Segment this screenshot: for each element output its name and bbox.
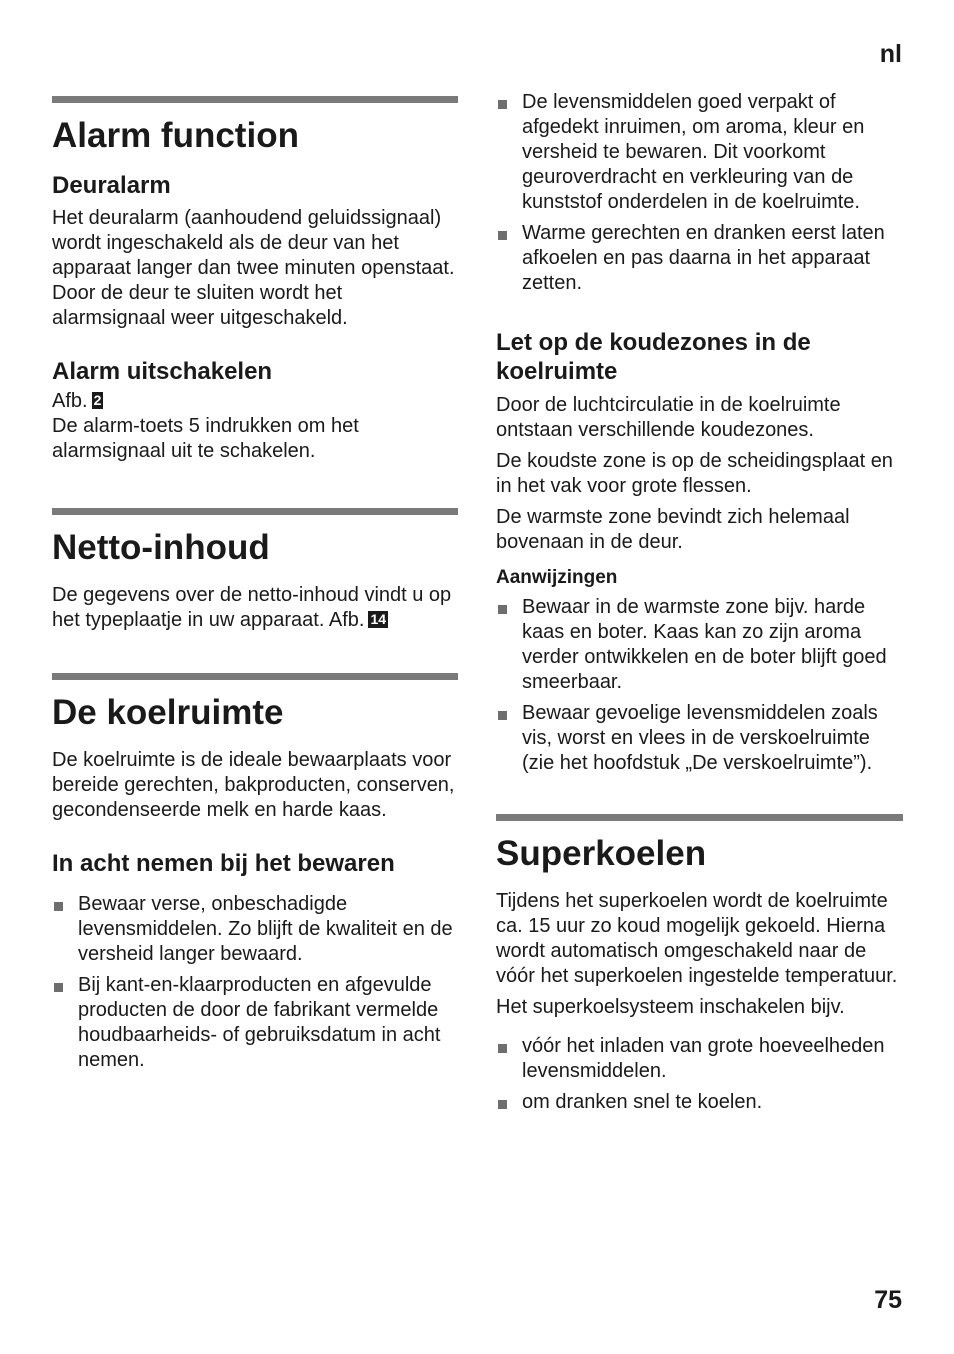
list-item: Bewaar in de warmste zone bijv. harde kaas en boter. Kaas kan zo zijn aroma verder ontwikkelen en de boter blijft goed smeerbaar. bbox=[496, 595, 903, 695]
figure-number-badge: 14 bbox=[370, 610, 387, 627]
bullet-square-icon bbox=[498, 100, 507, 109]
bullet-square-icon bbox=[498, 605, 507, 614]
netto-inhoud-body: De gegevens over de netto-inhoud vindt u op het typeplaatje in uw apparaat. bbox=[52, 583, 452, 631]
de-koelruimte-title: De koelruimte bbox=[52, 692, 284, 732]
alarm-uitschakelen-text bbox=[52, 389, 458, 464]
superkoelen-text: Tijdens het superkoelen wordt de koelruimte ca. 15 uur zo koud mogelijk gekoeld. Hierna wordt automatisch omgeschakeld naar de vóór het superkoelen ingestelde temperatuur. bbox=[496, 889, 898, 987]
koudezones-paragraph: De koudste zone is op de scheidingsplaat en in het vak voor grote flessen. bbox=[496, 449, 893, 497]
figure-ref-label: Afb. bbox=[328, 608, 365, 631]
figure-number-badge: 2 bbox=[93, 391, 102, 408]
figure-ref-label: Afb. bbox=[52, 389, 88, 412]
section-netto-inhoud bbox=[52, 508, 458, 633]
right-column bbox=[496, 90, 903, 1121]
superkoelen-text: Het superkoelsysteem inschakelen bijv. bbox=[496, 995, 845, 1018]
koudezones-heading: Let op de koudezones in de koelruimte bbox=[496, 329, 811, 386]
list-item: Bij kant-en-klaarproducten en afgevulde producten de door de fabrikant vermelde houdbaarheids- of gebruiksdatum in acht nemen. bbox=[52, 973, 458, 1073]
aanwijzingen-heading: Aanwijzingen bbox=[496, 566, 618, 588]
section-rule bbox=[496, 814, 903, 821]
bullet-square-icon bbox=[54, 902, 63, 911]
bullet-square-icon bbox=[498, 1100, 507, 1109]
section-superkoelen bbox=[496, 814, 903, 1115]
bullet-square-icon bbox=[54, 983, 63, 992]
superkoelen-title: Superkoelen bbox=[496, 833, 707, 873]
page-number: 75 bbox=[874, 1286, 902, 1314]
list-item: om dranken snel te koelen. bbox=[496, 1090, 903, 1115]
left-column bbox=[52, 96, 458, 1079]
list-item: vóór het inladen van grote hoeveelheden levensmiddelen. bbox=[496, 1034, 903, 1084]
bewaren-list bbox=[52, 892, 458, 1073]
section-rule bbox=[52, 96, 458, 103]
list-item: Bewaar verse, onbeschadigde levensmiddelen. Zo blijft de kwaliteit en de versheid langer bewaard. bbox=[52, 892, 458, 967]
bewaren-heading: In acht nemen bij het bewaren bbox=[52, 849, 395, 877]
section-rule bbox=[52, 673, 458, 680]
alarm-function-title: Alarm function bbox=[52, 116, 299, 155]
bullet-square-icon bbox=[498, 231, 507, 240]
section-alarm-function bbox=[52, 96, 458, 464]
list-item: Bewaar gevoelige levensmiddelen zoals vis, worst en vlees in de verskoelruimte (zie het hoofdstuk „De verskoelruimte”). bbox=[496, 701, 903, 776]
alarm-uitschakelen-heading: Alarm uitschakelen bbox=[52, 358, 273, 386]
bewaren-list-continued bbox=[496, 90, 903, 296]
deuralarm-text: Het deuralarm (aanhoudend geluidssignaal) wordt ingeschakeld als de deur van het apparaat langer dan twee minuten openstaat. Door de deur te sluiten wordt het alarmsignaal weer uitgeschakeld. bbox=[52, 207, 455, 330]
aanwijzingen-list bbox=[496, 595, 903, 776]
list-item: De levensmiddelen goed verpakt of afgedekt inruimen, om aroma, kleur en versheid te bewaren. Dit voorkomt geuroverdracht en verkleuring van de kunststof onderdelen in de koelruimte. bbox=[496, 90, 903, 215]
de-koelruimte-text: De koelruimte is de ideale bewaarplaats voor bereide gerechten, bakproducten, conserven, gecondenseerde melk en harde kaas. bbox=[52, 748, 455, 821]
koudezones-paragraph: Door de luchtcirculatie in de koelruimte ontstaan verschillende koudezones. bbox=[496, 393, 841, 441]
section-de-koelruimte bbox=[52, 673, 458, 1073]
language-code: nl bbox=[879, 40, 902, 68]
koudezones-paragraph: De warmste zone bevindt zich helemaal bovenaan in de deur. bbox=[496, 505, 850, 553]
alarm-uitschakelen-instruction: De alarm-toets 5 indrukken om het alarmsignaal uit te schakelen. bbox=[52, 414, 359, 462]
bullet-square-icon bbox=[498, 1044, 507, 1053]
bullet-square-icon bbox=[498, 711, 507, 720]
deuralarm-heading: Deuralarm bbox=[52, 172, 171, 199]
list-item: Warme gerechten en dranken eerst laten afkoelen en pas daarna in het apparaat zetten. bbox=[496, 221, 903, 296]
netto-inhoud-title: Netto-inhoud bbox=[52, 527, 270, 567]
superkoelen-list bbox=[496, 1034, 903, 1115]
netto-inhoud-text bbox=[52, 583, 458, 633]
section-rule bbox=[52, 508, 458, 515]
